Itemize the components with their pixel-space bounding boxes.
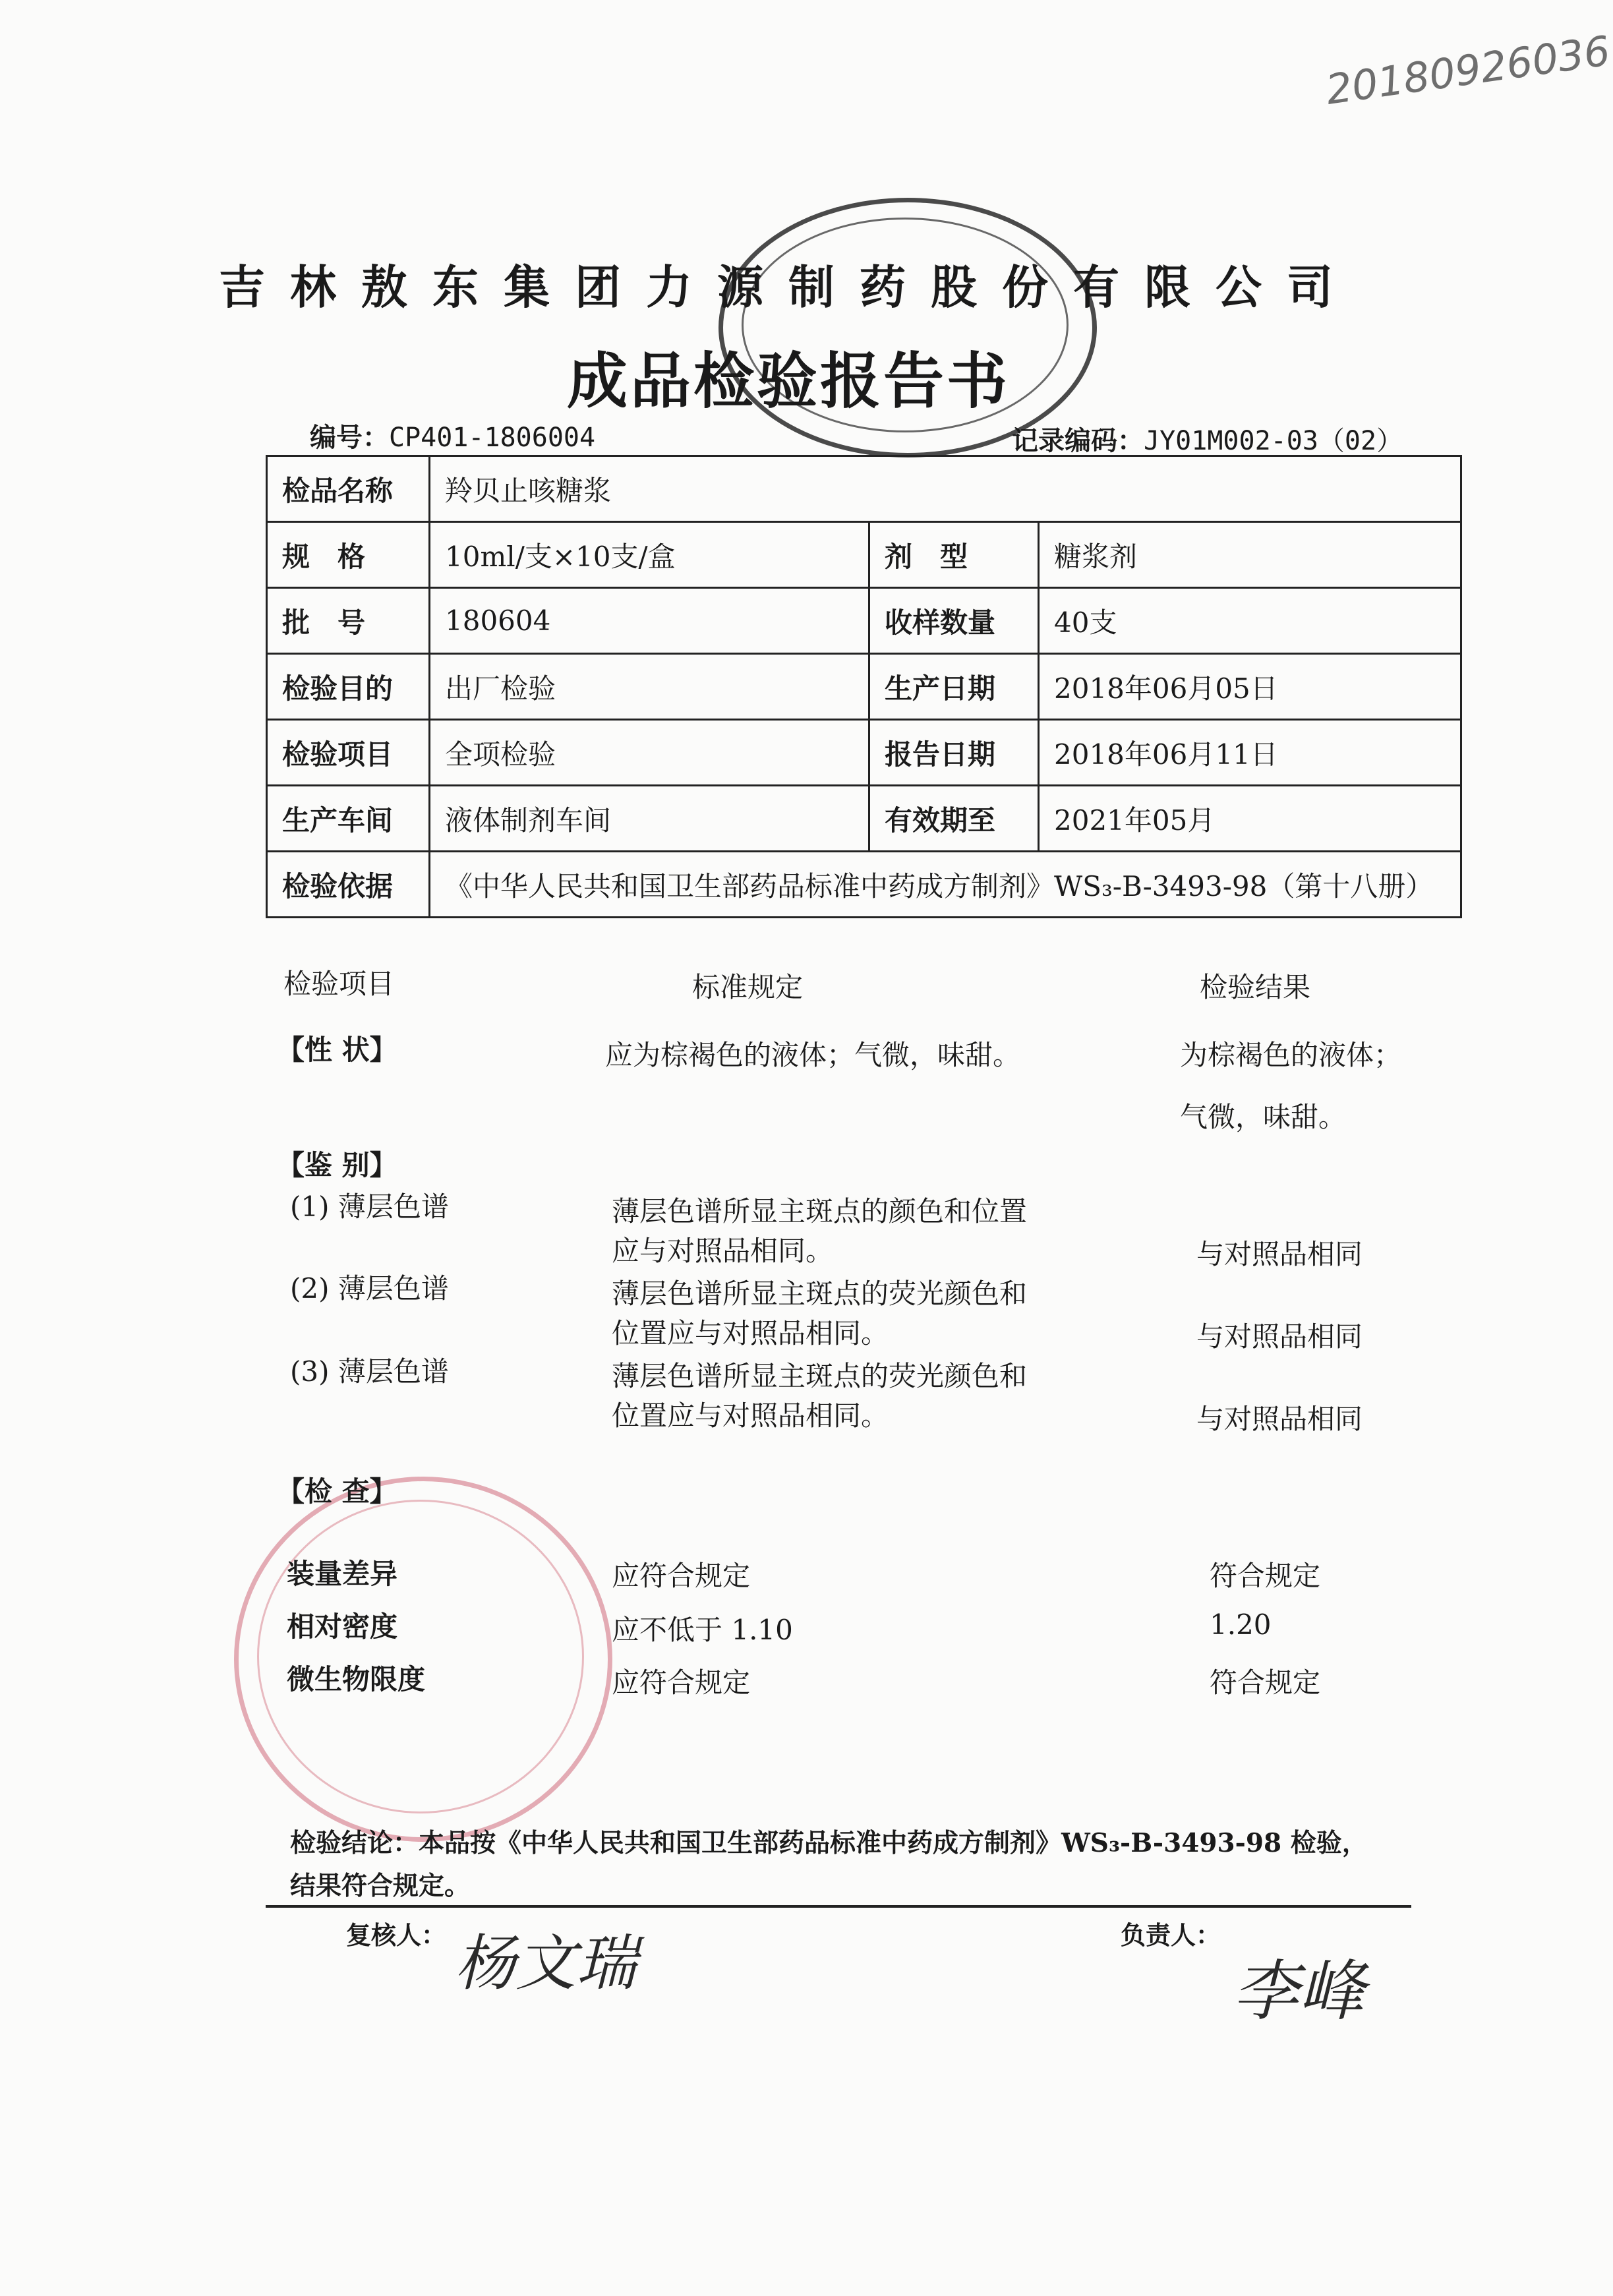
company-name: 吉林敖东集团力源制药股份有限公司 xyxy=(219,260,1358,314)
spec-label: 规 格 xyxy=(267,522,430,588)
character-result-line2: 气微，味甜。 xyxy=(1180,1101,1347,1133)
ident-result-1: 与对照品相同 xyxy=(1196,1238,1363,1270)
inspect-item-3: 微生物限度 xyxy=(287,1663,426,1695)
column-standard: 标准规定 xyxy=(692,971,804,1003)
responsible-label: 负责人： xyxy=(1121,1920,1221,1950)
table-row xyxy=(267,522,1461,588)
production-date-value: 2018年06月05日 xyxy=(1039,654,1461,720)
conclusion-line-2: 结果符合规定。 xyxy=(290,1871,471,1901)
table-row xyxy=(267,456,1461,522)
reviewer-label: 复核人： xyxy=(346,1920,447,1950)
ident-standard-3a: 薄层色谱所显主斑点的荧光颜色和 xyxy=(612,1360,1028,1392)
character-standard: 应为棕褐色的液体；气微，味甜。 xyxy=(605,1039,1021,1071)
workshop-value: 液体制剂车间 xyxy=(430,786,869,852)
inspect-standard-3: 应符合规定 xyxy=(612,1666,751,1699)
batch-label: 批 号 xyxy=(267,588,430,654)
responsible-signature: 李峰 xyxy=(1233,1953,1364,2030)
ident-item-1: (1) 薄层色谱 xyxy=(290,1191,449,1223)
form-label: 剂 型 xyxy=(869,522,1039,588)
character-heading: 【性 状】 xyxy=(277,1034,397,1066)
character-result-line1: 为棕褐色的液体； xyxy=(1180,1039,1402,1071)
inspect-item-1: 装量差异 xyxy=(287,1558,398,1590)
form-value: 糖浆剂 xyxy=(1039,522,1461,588)
table-row xyxy=(267,588,1461,654)
report-number-label: 编号： xyxy=(310,422,389,453)
sample-qty-value: 40支 xyxy=(1039,588,1461,654)
items-value: 全项检验 xyxy=(430,720,869,786)
product-name-label: 检品名称 xyxy=(267,456,430,522)
batch-value: 180604 xyxy=(430,588,869,654)
ident-result-3: 与对照品相同 xyxy=(1196,1403,1363,1435)
ident-item-2: (2) 薄层色谱 xyxy=(290,1272,449,1305)
inspection-heading: 【检 查】 xyxy=(277,1475,397,1508)
ident-standard-1b: 应与对照品相同。 xyxy=(612,1235,834,1267)
inspect-result-3: 符合规定 xyxy=(1210,1666,1321,1699)
sample-qty-label: 收样数量 xyxy=(869,588,1039,654)
basis-value: 《中华人民共和国卫生部药品标准中药成方制剂》WS₃-B-3493-98（第十八册） xyxy=(430,852,1461,918)
ident-standard-1a: 薄层色谱所显主斑点的颜色和位置 xyxy=(612,1195,1028,1227)
table-row xyxy=(267,654,1461,720)
purpose-label: 检验目的 xyxy=(267,654,430,720)
items-label: 检验项目 xyxy=(267,720,430,786)
record-code xyxy=(1012,420,1403,457)
spec-value: 10ml/支×10支/盒 xyxy=(430,522,869,588)
report-number-value: CP401-1806004 xyxy=(389,423,596,453)
record-code-label: 记录编码： xyxy=(1012,425,1144,456)
record-code-value: JY01M002-03（02） xyxy=(1144,426,1403,456)
signature-divider xyxy=(266,1905,1411,1908)
column-result: 检验结果 xyxy=(1200,971,1311,1003)
workshop-label: 生产车间 xyxy=(267,786,430,852)
column-item: 检验项目 xyxy=(283,968,395,1000)
inspect-result-1: 符合规定 xyxy=(1210,1560,1321,1592)
inspect-item-2: 相对密度 xyxy=(287,1610,398,1643)
product-name-value: 羚贝止咳糖浆 xyxy=(430,456,1461,522)
inspect-result-2: 1.20 xyxy=(1210,1608,1272,1641)
production-date-label: 生产日期 xyxy=(869,654,1039,720)
expiry-label: 有效期至 xyxy=(869,786,1039,852)
purpose-value: 出厂检验 xyxy=(430,654,869,720)
reviewer-signature: 杨文瑞 xyxy=(455,1928,637,1999)
ident-standard-3b: 位置应与对照品相同。 xyxy=(612,1399,889,1432)
inspect-standard-2: 应不低于 1.10 xyxy=(612,1614,793,1646)
report-number xyxy=(310,417,595,454)
inspect-standard-1: 应符合规定 xyxy=(612,1560,751,1592)
ident-result-2: 与对照品相同 xyxy=(1196,1320,1363,1353)
product-info-table xyxy=(266,455,1462,918)
ident-standard-2a: 薄层色谱所显主斑点的荧光颜色和 xyxy=(612,1278,1028,1310)
identification-heading: 【鉴 别】 xyxy=(277,1149,397,1181)
table-row xyxy=(267,720,1461,786)
table-row xyxy=(267,852,1461,918)
ident-standard-2b: 位置应与对照品相同。 xyxy=(612,1317,889,1349)
expiry-value: 2021年05月 xyxy=(1039,786,1461,852)
report-date-label: 报告日期 xyxy=(869,720,1039,786)
handwritten-note: 20180926036 xyxy=(1323,26,1613,114)
table-row xyxy=(267,786,1461,852)
conclusion-line-1: 检验结论：本品按《中华人民共和国卫生部药品标准中药成方制剂》WS₃-B-3493-98 检验， xyxy=(290,1828,1368,1858)
ident-item-3: (3) 薄层色谱 xyxy=(290,1355,449,1388)
report-date-value: 2018年06月11日 xyxy=(1039,720,1461,786)
basis-label: 检验依据 xyxy=(267,852,430,918)
report-title: 成品检验报告书 xyxy=(566,345,1010,417)
